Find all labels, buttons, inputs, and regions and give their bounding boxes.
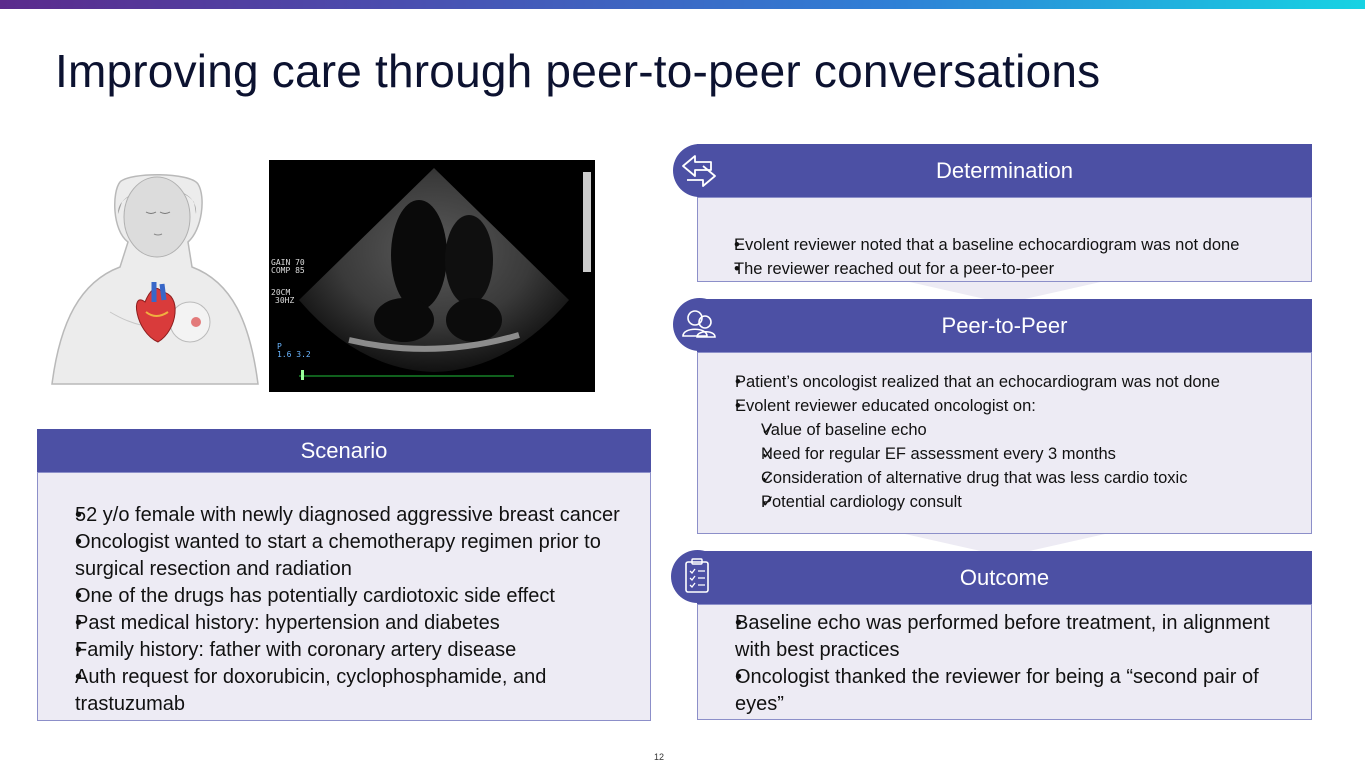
list-item: • 52 y/o female with newly diagnosed aggressive breast cancer — [42, 502, 648, 529]
list-item: • Baseline echo was performed before treatment, in alignment with best practices — [703, 610, 1303, 664]
peer-to-peer-header — [697, 299, 1312, 352]
scenario-list — [42, 502, 648, 718]
list-item: • Oncologist wanted to start a chemotherapy regimen prior to surgical resection and radiation — [42, 529, 648, 583]
peer-to-peer-checklist — [729, 418, 1299, 514]
echo-overlay-freq: 30HZ — [275, 296, 295, 305]
list-item: • Oncologist thanked the reviewer for being a “second pair of eyes” — [703, 664, 1303, 718]
list-item: • Family history: father with coronary artery disease — [42, 637, 648, 664]
scenario-header — [37, 429, 651, 472]
scenario-panel — [37, 472, 651, 721]
determination-panel — [697, 197, 1312, 282]
check-item: ✓ Value of baseline echo — [729, 418, 1299, 442]
check-item: ✓ Potential cardiology consult — [729, 490, 1299, 514]
determination-heading: Determination — [936, 157, 1073, 183]
page-number: 12 — [654, 752, 665, 762]
outcome-panel — [697, 604, 1312, 720]
determination-list — [702, 233, 1302, 281]
outcome-heading: Outcome — [959, 564, 1050, 590]
list-item: • Auth request for doxorubicin, cyclophosphamide, and trastuzumab — [42, 664, 648, 718]
outcome-list — [703, 610, 1303, 718]
list-item: • Patient’s oncologist realized that an echocardiogram was not done — [703, 370, 1303, 394]
peer-to-peer-heading: Peer-to-Peer — [941, 312, 1068, 338]
check-item: ✓ Need for regular EF assessment every 3 months — [729, 442, 1299, 466]
peer-to-peer-panel — [697, 352, 1312, 534]
check-item: ✓ Consideration of alternative drug that was less cardio toxic — [729, 466, 1299, 490]
outcome-header — [697, 551, 1312, 604]
patient-illustration — [50, 172, 260, 386]
echo-overlay-scale: 1.6 3.2 — [277, 350, 311, 359]
list-item: • Evolent reviewer educated oncologist on: — [703, 394, 1303, 418]
list-item: • Past medical history: hypertension and diabetes — [42, 610, 648, 637]
arrows-exchange-icon — [673, 144, 726, 197]
list-item: • One of the drugs has potentially cardiotoxic side effect — [42, 583, 648, 610]
echo-overlay-depth: 20CM — [271, 288, 291, 297]
determination-header — [697, 144, 1312, 197]
top-gradient-bar — [0, 0, 1365, 9]
two-people-icon — [673, 298, 726, 351]
connector-2 — [905, 534, 1105, 552]
slide-title: Improving care through peer-to-peer conversations — [55, 45, 1101, 97]
list-item: • The reviewer reached out for a peer-to-peer — [702, 257, 1302, 281]
echocardiogram-image — [269, 160, 595, 392]
echo-overlay-p: P — [277, 342, 282, 351]
clipboard-checklist-icon — [671, 550, 724, 603]
connector-1 — [905, 281, 1105, 299]
echo-overlay-gain: GAIN 70 — [271, 258, 305, 267]
list-item: • Evolent reviewer noted that a baseline echocardiogram was not done — [702, 233, 1302, 257]
peer-to-peer-list — [703, 370, 1303, 418]
echo-overlay-comp: COMP 85 — [271, 266, 305, 275]
scenario-heading: Scenario — [300, 437, 388, 463]
